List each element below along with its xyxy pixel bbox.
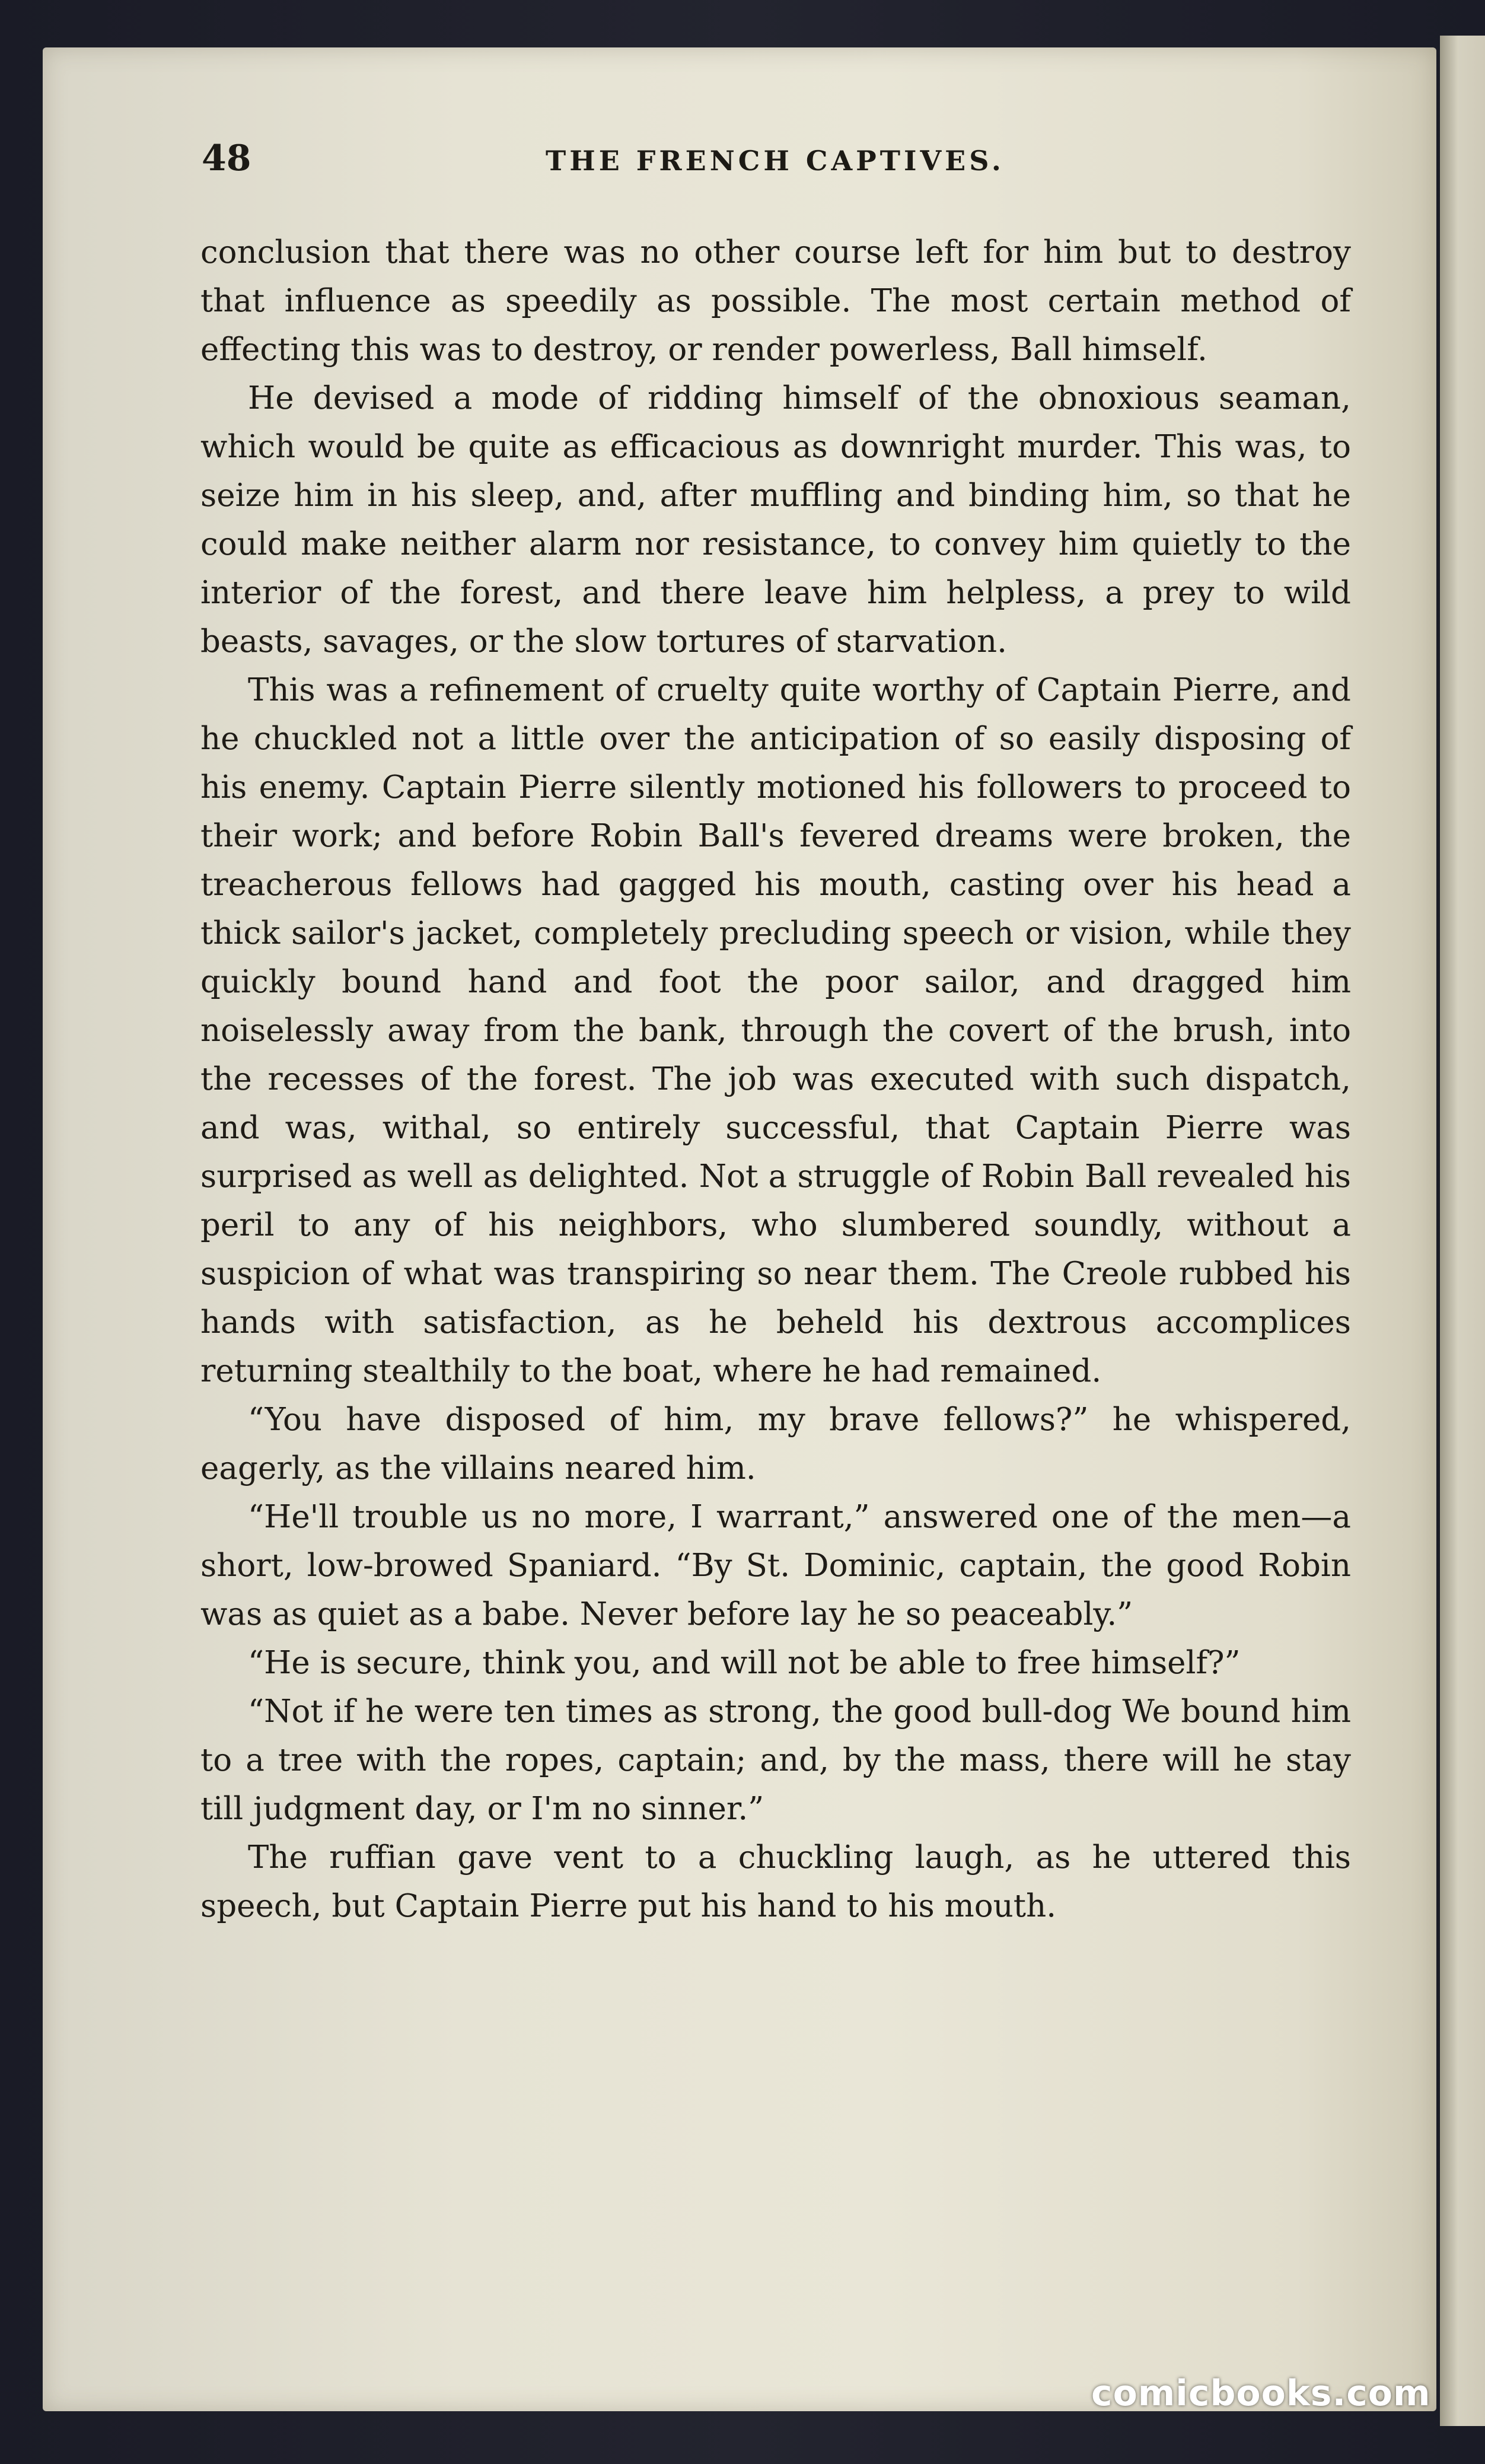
page-number: 48 <box>202 138 251 179</box>
paragraph: He devised a mode of ridding himself of the obnoxious seaman, which would be quite as efficacious as downright murder. This was, to seize him in his sleep, and, after muffling and binding him, so that he could make neither alarm nor resistance, to convey him quietly to the interior of the forest, and there leave him helpless, a prey to wild beasts, savages, or the slow tortures of starvation. <box>200 380 1351 660</box>
paragraph: conclusion that there was no other course left for him but to destroy that influence as speedily as possible. The most certain method of effecting this was to destroy, or render powerless, Ball himself. <box>200 234 1351 368</box>
paragraph: “You have disposed of him, my brave fellows?” he whispered, eagerly, as the villains neared him. <box>200 1402 1351 1486</box>
paragraph: “Not if he were ten times as strong, the good bull-dog We bound him to a tree with the ropes, captain; and, by the mass, there will he stay till judgment day, or I'm no sinner.” <box>200 1693 1351 1827</box>
paragraph: “He'll trouble us no more, I warrant,” answered one of the men—a short, low-browed Spaniard. “By St. Dominic, captain, the good Robin was as quiet as a babe. Never before lay he so peaceably.” <box>200 1499 1351 1632</box>
next-page-edge <box>1440 36 1485 2426</box>
watermark: comicbooks.com <box>1091 2373 1431 2414</box>
running-head: THE FRENCH CAPTIVES. <box>546 145 1005 177</box>
page-header <box>202 138 1388 185</box>
paragraph: “He is secure, think you, and will not be able to free himself?” <box>248 1645 1241 1681</box>
paragraph: This was a refinement of cruelty quite worthy of Captain Pierre, and he chuckled not a little over the anticipation of so easily disposing of his enemy. Captain Pierre silently motioned his followers to proceed to their work; and before Robin Ball's fevered dreams were broken, the treacherous fellows had gagged his mouth, casting over his head a thick sailor's jacket, completely precluding speech or vision, while they quickly bound hand and foot the poor sailor, and dragged him noiselessly away from the bank, through the covert of the brush, into the recesses of the forest. The job was executed with such dispatch, and was, withal, so entirely successful, that Captain Pierre was surprised as well as delighted. Not a struggle of Robin Ball revealed his peril to any of his neighbors, who slumbered soundly, without a suspicion of what was transpiring so near them. The Creole rubbed his hands with satisfaction, as he beheld his dextrous accomplices returning stealthily to the boat, where he had remained. <box>200 672 1351 1389</box>
body-text <box>200 228 1351 2269</box>
paragraph: The ruffian gave vent to a chuckling laugh, as he uttered this speech, but Captain Pierre put his hand to his mouth. <box>200 1839 1351 1924</box>
